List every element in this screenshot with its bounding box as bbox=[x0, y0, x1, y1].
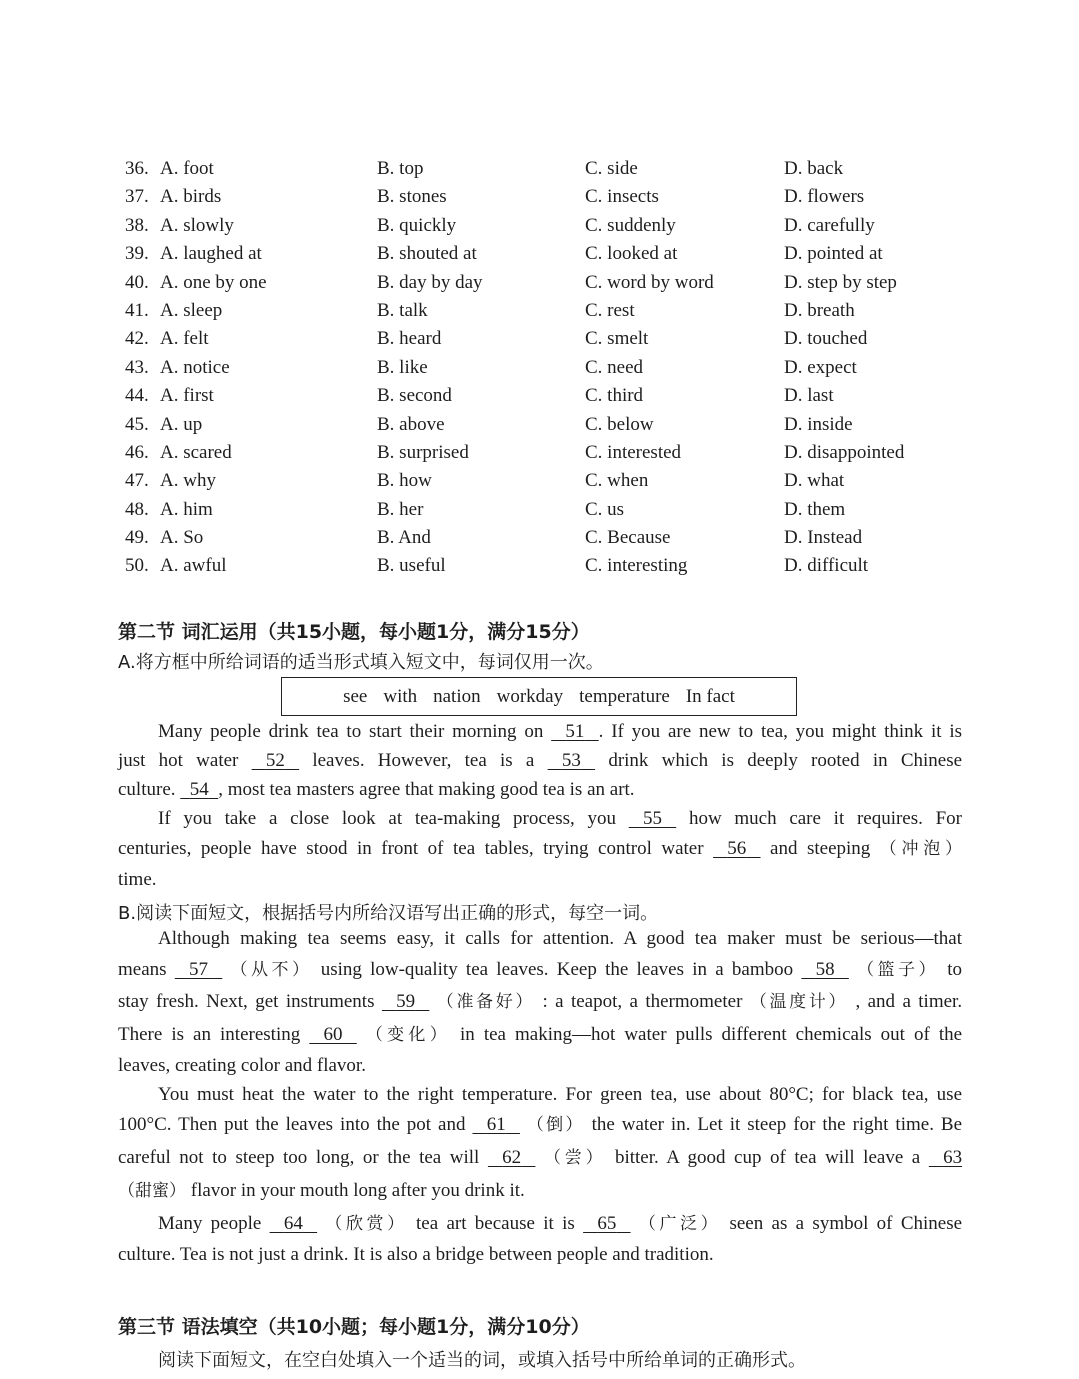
option-c: C. smelt bbox=[585, 328, 649, 350]
word-box-item: In fact bbox=[685, 685, 735, 707]
blank-53: 53 bbox=[561, 750, 581, 771]
option-d: D. back bbox=[784, 158, 844, 179]
question-number: 45. bbox=[125, 413, 149, 435]
chinese-hint: （篮子） bbox=[857, 960, 940, 980]
passage-line: Although making tea seems easy, it calls for attention. A good tea maker must be serious—that bbox=[158, 928, 962, 949]
option-a: A. one by one bbox=[160, 271, 267, 293]
option-row bbox=[125, 439, 945, 467]
question-number: 47. bbox=[125, 470, 149, 492]
question-number: 48. bbox=[125, 498, 149, 520]
question-number: 50. bbox=[125, 555, 149, 577]
option-c: C. need bbox=[585, 356, 644, 378]
passage-line: You must heat the water to the right temperature. For green tea, use about 80°C; for black tea, use bbox=[158, 1084, 962, 1105]
option-b: B. her bbox=[377, 498, 424, 520]
question-number: 42. bbox=[125, 328, 149, 350]
option-d: D. Instead bbox=[784, 527, 863, 549]
option-b: B. talk bbox=[377, 299, 428, 321]
text: Many people drink tea to start their morning on bbox=[158, 721, 544, 742]
option-b: B. top bbox=[377, 158, 424, 179]
question-number: 43. bbox=[125, 356, 149, 378]
blank-56: 56 bbox=[727, 838, 747, 859]
passage-line bbox=[118, 957, 962, 983]
option-row bbox=[125, 155, 945, 183]
option-d: D. expect bbox=[784, 356, 857, 378]
question-number: 36. bbox=[125, 158, 149, 179]
option-c: C. interesting bbox=[585, 555, 688, 577]
option-b: B. surprised bbox=[377, 441, 469, 463]
word-box bbox=[281, 677, 797, 716]
passage-line: time. bbox=[118, 869, 157, 890]
option-b: B. second bbox=[377, 385, 452, 407]
option-a: A. birds bbox=[160, 186, 222, 208]
option-c: C. rest bbox=[585, 299, 635, 321]
partB-instruction: B.阅读下面短文，根据括号内所给汉语写出正确的形式，每空一词。 bbox=[118, 903, 659, 924]
option-a: A. felt bbox=[160, 328, 209, 350]
option-a: A. awful bbox=[160, 555, 227, 577]
partA-instruction: A.将方框中所给词语的适当形式填入短文中，每词仅用一次。 bbox=[118, 652, 604, 673]
text: using low-quality tea leaves. Keep the leaves in a bamboo bbox=[320, 959, 794, 980]
option-d: D. disappointed bbox=[784, 441, 905, 463]
question-number: 40. bbox=[125, 271, 149, 293]
option-b: B. shouted at bbox=[377, 243, 477, 265]
option-row bbox=[125, 269, 945, 297]
option-b: B. stones bbox=[377, 186, 447, 208]
text: just hot water bbox=[118, 750, 239, 771]
text: in tea making—hot water pulls different chemicals out of the bbox=[460, 1024, 963, 1045]
chinese-hint: （变化） bbox=[365, 1025, 451, 1045]
blank-55: 55 bbox=[642, 808, 662, 829]
text: careful not to steep too long, or the tea will bbox=[118, 1147, 480, 1168]
option-c: C. suddenly bbox=[585, 214, 676, 236]
chinese-hint: （欣赏） bbox=[325, 1214, 408, 1234]
text: to bbox=[947, 959, 963, 980]
passage-line bbox=[118, 1112, 962, 1138]
option-c: C. Because bbox=[585, 527, 671, 549]
option-a: A. up bbox=[160, 413, 203, 435]
option-d: D. pointed at bbox=[784, 243, 883, 265]
word-box-item: workday bbox=[496, 685, 564, 707]
passage-line bbox=[118, 1145, 962, 1171]
passage-line bbox=[118, 1178, 962, 1204]
text: . If you are new to tea, you might think it is bbox=[598, 721, 962, 742]
blank-59: 59 bbox=[396, 991, 416, 1012]
passage-line bbox=[118, 836, 962, 862]
passage-line bbox=[158, 806, 962, 832]
text: leaves. However, tea is a bbox=[312, 750, 535, 771]
option-a: A. So bbox=[160, 527, 204, 549]
option-row bbox=[125, 382, 945, 410]
passage-line bbox=[118, 777, 962, 803]
text: , and a timer. bbox=[855, 991, 963, 1012]
passage-line bbox=[158, 719, 962, 745]
question-number: 44. bbox=[125, 385, 149, 407]
chinese-hint: （尝） bbox=[543, 1148, 607, 1168]
word-box-item: nation bbox=[433, 685, 481, 707]
option-c: C. below bbox=[585, 413, 654, 435]
option-b: B. And bbox=[377, 527, 431, 549]
passage-line: leaves, creating color and flavor. bbox=[118, 1055, 366, 1076]
chinese-hint: （冲泡） bbox=[879, 839, 963, 859]
text: centuries, people have stood in front of tea tables, trying control water bbox=[118, 838, 704, 859]
chinese-hint: （广泛） bbox=[638, 1214, 722, 1234]
option-a: A. first bbox=[160, 385, 214, 407]
chinese-hint: （准备好） bbox=[436, 992, 536, 1012]
option-a: A. sleep bbox=[160, 299, 223, 321]
text: , most tea masters agree that making good tea is an art. bbox=[218, 779, 635, 800]
question-number: 49. bbox=[125, 527, 149, 549]
option-d: D. step by step bbox=[784, 271, 897, 293]
option-c: C. third bbox=[585, 385, 644, 407]
passage-line: culture. Tea is not just a drink. It is also a bridge between people and tradition. bbox=[118, 1244, 714, 1265]
chinese-hint: （从不） bbox=[230, 960, 313, 980]
option-d: D. what bbox=[784, 470, 845, 492]
passage-line bbox=[158, 1211, 962, 1237]
option-row bbox=[125, 297, 945, 325]
chinese-hint: （温度计） bbox=[749, 992, 849, 1012]
passage-line bbox=[118, 748, 962, 774]
section3-heading: 第三节 语法填空（共10小题；每小题1分，满分10分） bbox=[118, 1316, 590, 1338]
section3-instruction: 阅读下面短文，在空白处填入一个适当的词，或填入括号中所给单词的正确形式。 bbox=[158, 1350, 806, 1371]
blank-63: 63 bbox=[943, 1147, 963, 1168]
blank-60: 60 bbox=[323, 1024, 343, 1045]
option-d: D. carefully bbox=[784, 214, 875, 236]
blank-51: 51 bbox=[565, 721, 585, 742]
text: how much care it requires. For bbox=[688, 808, 963, 829]
blank-64: 64 bbox=[283, 1213, 303, 1234]
option-row bbox=[125, 325, 945, 353]
option-a: A. foot bbox=[160, 158, 214, 179]
multiple-choice-options bbox=[125, 155, 945, 581]
option-b: B. like bbox=[377, 356, 428, 378]
option-b: B. quickly bbox=[377, 214, 457, 236]
text: : a teapot, a thermometer bbox=[542, 991, 743, 1012]
question-number: 41. bbox=[125, 299, 149, 321]
option-d: D. difficult bbox=[784, 555, 869, 577]
option-d: D. breath bbox=[784, 299, 855, 321]
option-c: C. when bbox=[585, 470, 649, 492]
option-row bbox=[125, 183, 945, 211]
option-a: A. laughed at bbox=[160, 243, 262, 265]
option-row bbox=[125, 496, 945, 524]
option-b: B. day by day bbox=[377, 271, 483, 293]
option-row bbox=[125, 411, 945, 439]
option-d: D. touched bbox=[784, 328, 868, 350]
text: seen as a symbol of Chinese bbox=[729, 1213, 963, 1234]
word-box-item: temperature bbox=[579, 685, 670, 707]
blank-58: 58 bbox=[815, 959, 835, 980]
option-row bbox=[125, 524, 945, 552]
blank-57: 57 bbox=[189, 959, 209, 980]
option-d: D. them bbox=[784, 498, 846, 520]
word-box-item: see bbox=[343, 685, 368, 707]
passage-line bbox=[118, 1022, 962, 1048]
option-c: C. side bbox=[585, 158, 638, 179]
question-number: 37. bbox=[125, 186, 149, 208]
option-a: A. scared bbox=[160, 441, 232, 463]
text: culture. bbox=[118, 779, 176, 800]
option-row bbox=[125, 354, 945, 382]
option-a: A. notice bbox=[160, 356, 230, 378]
text: There is an interesting bbox=[118, 1024, 301, 1045]
text: flavor in your mouth long after you drink it. bbox=[190, 1180, 525, 1201]
option-c: C. us bbox=[585, 498, 625, 520]
text: the water in. Let it steep for the right time. Be bbox=[591, 1114, 963, 1135]
option-c: C. looked at bbox=[585, 243, 678, 265]
option-d: D. inside bbox=[784, 413, 853, 435]
text: tea art because it is bbox=[415, 1213, 575, 1234]
option-d: D. flowers bbox=[784, 186, 865, 208]
option-row bbox=[125, 212, 945, 240]
question-number: 46. bbox=[125, 441, 149, 463]
blank-61: 61 bbox=[486, 1114, 506, 1135]
option-b: B. above bbox=[377, 413, 445, 435]
option-a: A. slowly bbox=[160, 214, 234, 236]
option-b: B. heard bbox=[377, 328, 442, 350]
passage-line bbox=[118, 989, 962, 1015]
text: Many people bbox=[158, 1213, 262, 1234]
text: means bbox=[118, 959, 167, 980]
section2-heading: 第二节 词汇运用（共15小题，每小题1分，满分15分） bbox=[118, 621, 590, 643]
blank-62: 62 bbox=[502, 1147, 522, 1168]
chinese-hint: （甜蜜） bbox=[118, 1181, 186, 1201]
option-a: A. him bbox=[160, 498, 213, 520]
text: and steeping bbox=[770, 838, 871, 859]
blank-52: 52 bbox=[265, 750, 285, 771]
option-d: D. last bbox=[784, 385, 834, 407]
question-number: 38. bbox=[125, 214, 149, 236]
option-c: C. word by word bbox=[585, 271, 714, 293]
option-a: A. why bbox=[160, 470, 216, 492]
text: If you take a close look at tea-making process, you bbox=[158, 808, 616, 829]
option-c: C. insects bbox=[585, 186, 659, 208]
option-row bbox=[125, 552, 945, 580]
question-number: 39. bbox=[125, 243, 149, 265]
option-c: C. interested bbox=[585, 441, 682, 463]
option-row bbox=[125, 240, 945, 268]
text: 100°C. Then put the leaves into the pot and bbox=[118, 1114, 466, 1135]
option-b: B. how bbox=[377, 470, 432, 492]
text: drink which is deeply rooted in Chinese bbox=[608, 750, 963, 771]
word-box-item: with bbox=[383, 685, 418, 707]
text: stay fresh. Next, get instruments bbox=[118, 991, 375, 1012]
blank-65: 65 bbox=[597, 1213, 617, 1234]
option-b: B. useful bbox=[377, 555, 446, 577]
option-row bbox=[125, 467, 945, 495]
blank-54: 54 bbox=[189, 779, 209, 800]
text: bitter. A good cup of tea will leave a bbox=[614, 1147, 921, 1168]
chinese-hint: （倒） bbox=[526, 1115, 585, 1135]
